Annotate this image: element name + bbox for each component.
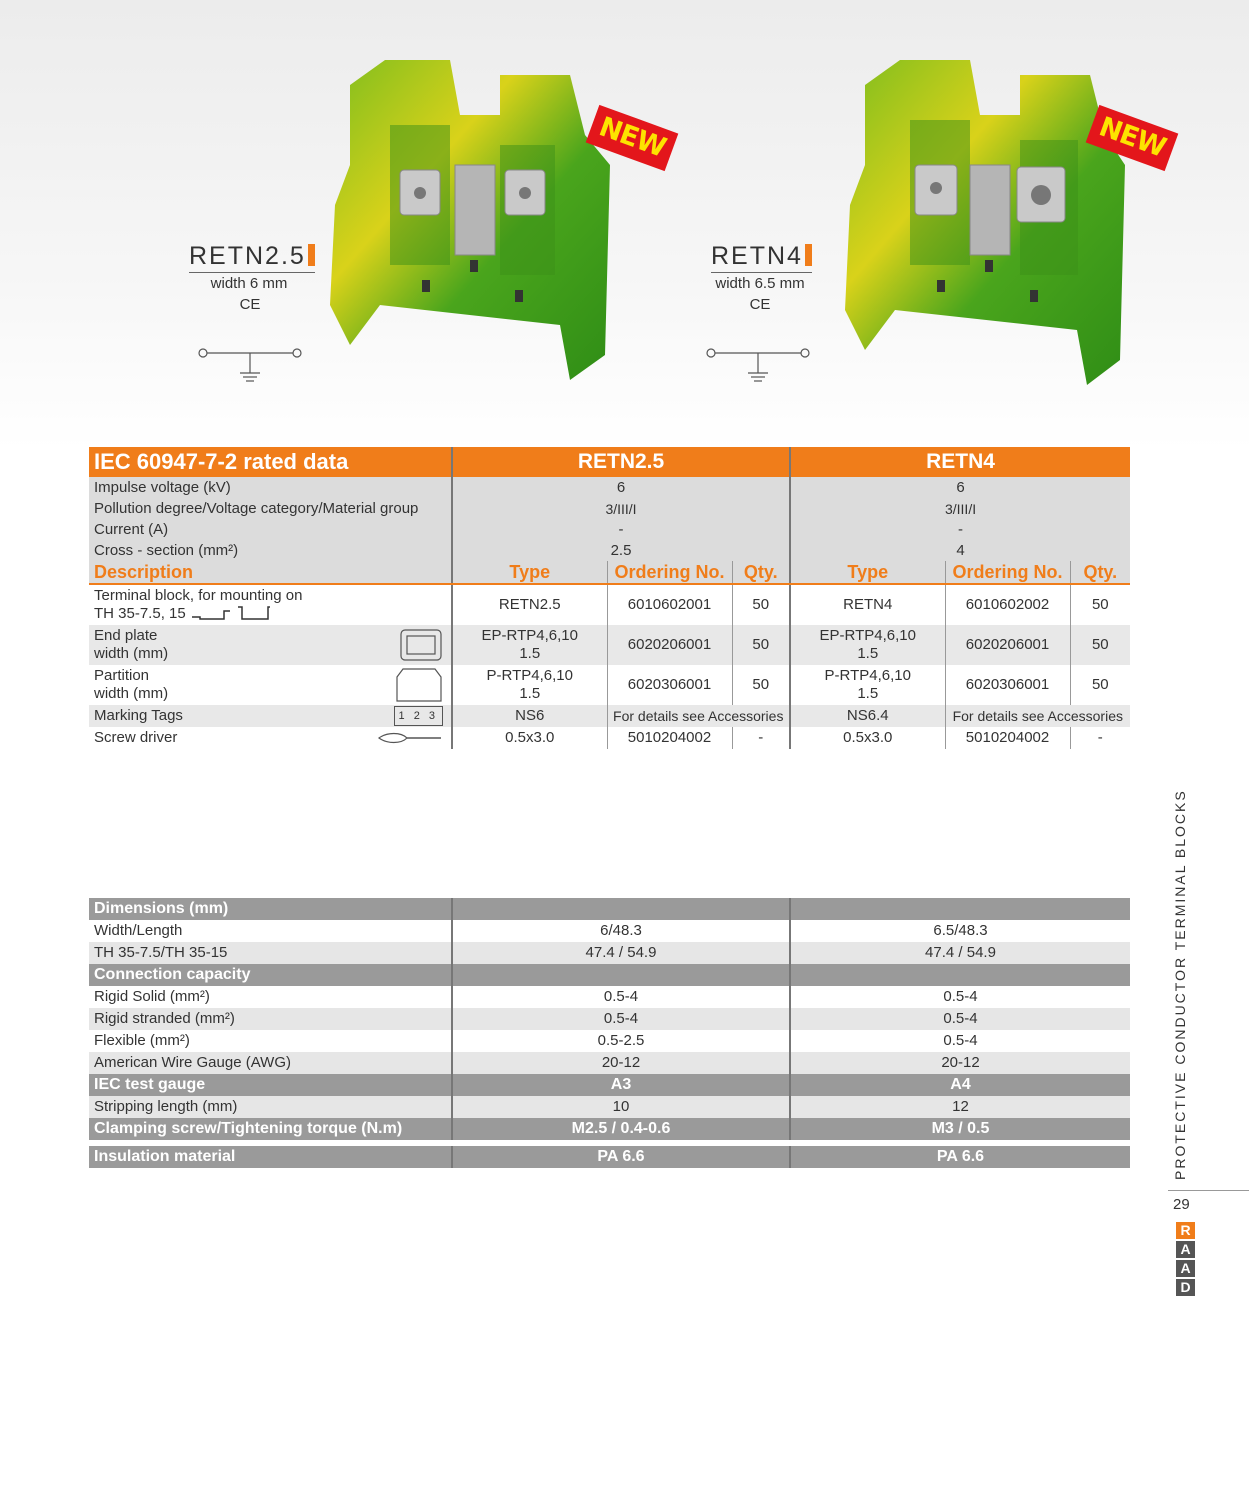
table-row: Rigid stranded (mm²) 0.5-4 0.5-4 <box>89 1008 1130 1030</box>
rated-header-row <box>89 447 1130 477</box>
partition-icon <box>395 667 443 703</box>
dimensions-table <box>89 898 1130 1168</box>
table-row: Pollution degree/Voltage category/Material group 3/III/I 3/III/I <box>89 498 1130 519</box>
product-title: RETN4 <box>711 242 812 273</box>
ce-mark: CE <box>749 296 771 313</box>
table-row: TH 35-7.5/TH 35-15 47.4 / 54.9 47.4 / 54.9 <box>89 942 1130 964</box>
section-header-row: Clamping screw/Tightening torque (N.m) M2.5 / 0.4-0.6 M3 / 0.5 <box>89 1118 1130 1140</box>
rated-data-table <box>89 447 1130 749</box>
table-row: Terminal block, for mounting on TH 35-7.5, 15 RETN2.5 6010602001 50 RETN4 6010602002 50 <box>89 584 1130 625</box>
end-plate-icon <box>399 628 443 662</box>
table-row: Screw driver 0.5x3.0 5010204002 - 0.5x3.0 5010204002 - <box>89 727 1130 749</box>
table-row: Marking Tags 1 2 3 NS6 For details see Accessories NS6.4 For details see Accessories <box>89 705 1130 727</box>
raad-logo: R A A D <box>1176 1222 1195 1298</box>
rated-title: IEC 60947-7-2 rated data <box>89 447 452 477</box>
new-badge: NEW <box>586 105 679 171</box>
section-header-row: Insulation material PA 6.6 PA 6.6 <box>89 1146 1130 1168</box>
ground-symbol-icon <box>704 345 814 390</box>
new-badge: NEW <box>1086 105 1179 171</box>
description-header-row: Description Type Ordering No. Qty. Type Ordering No. Qty. <box>89 561 1130 584</box>
table-row: Partition width (mm) P-RTP4,6,10 1.5 6020306001 50 P-RTP4,6,10 1.5 6020306001 50 <box>89 665 1130 705</box>
table-row: American Wire Gauge (AWG) 20-12 20-12 <box>89 1052 1130 1074</box>
table-row: Flexible (mm²) 0.5-2.5 0.5-4 <box>89 1030 1130 1052</box>
product-width: width 6 mm <box>210 275 288 292</box>
section-vertical-label: PROTECTIVE CONDUCTOR TERMINAL BLOCKS <box>1172 789 1188 1180</box>
screwdriver-icon <box>377 731 443 745</box>
table-row: Impulse voltage (kV) 6 6 <box>89 477 1130 498</box>
table-row: Width/Length 6/48.3 6.5/48.3 <box>89 920 1130 942</box>
table-row: Current (A) - - <box>89 519 1130 540</box>
table-row: Stripping length (mm) 10 12 <box>89 1096 1130 1118</box>
table-row: Rigid Solid (mm²) 0.5-4 0.5-4 <box>89 986 1130 1008</box>
side-divider <box>1168 1190 1249 1191</box>
col-header-retn2-5: RETN2.5 <box>452 447 790 477</box>
table-row: Cross - section (mm²) 2.5 4 <box>89 540 1130 561</box>
dimensions-body <box>89 898 1130 1168</box>
marking-tags-icon: 1 2 3 <box>394 706 443 726</box>
product-width: width 6.5 mm <box>715 275 805 292</box>
col-header-retn4: RETN4 <box>790 447 1130 477</box>
section-header-row: IEC test gauge A3 A4 <box>89 1074 1130 1096</box>
ce-mark: CE <box>239 296 261 313</box>
din-rail-icon <box>190 605 270 621</box>
page-number: 29 <box>1173 1196 1190 1213</box>
terminal-block-image <box>310 55 620 385</box>
section-header-row: Connection capacity <box>89 964 1130 986</box>
terminal-block-image <box>825 55 1135 390</box>
section-header-row: Dimensions (mm) <box>89 898 1130 920</box>
table-row: End plate width (mm) EP-RTP4,6,10 1.5 6020206001 50 EP-RTP4,6,10 1.5 6020206001 50 <box>89 625 1130 665</box>
ground-symbol-icon <box>196 345 306 390</box>
product-title: RETN2.5 <box>189 242 315 273</box>
